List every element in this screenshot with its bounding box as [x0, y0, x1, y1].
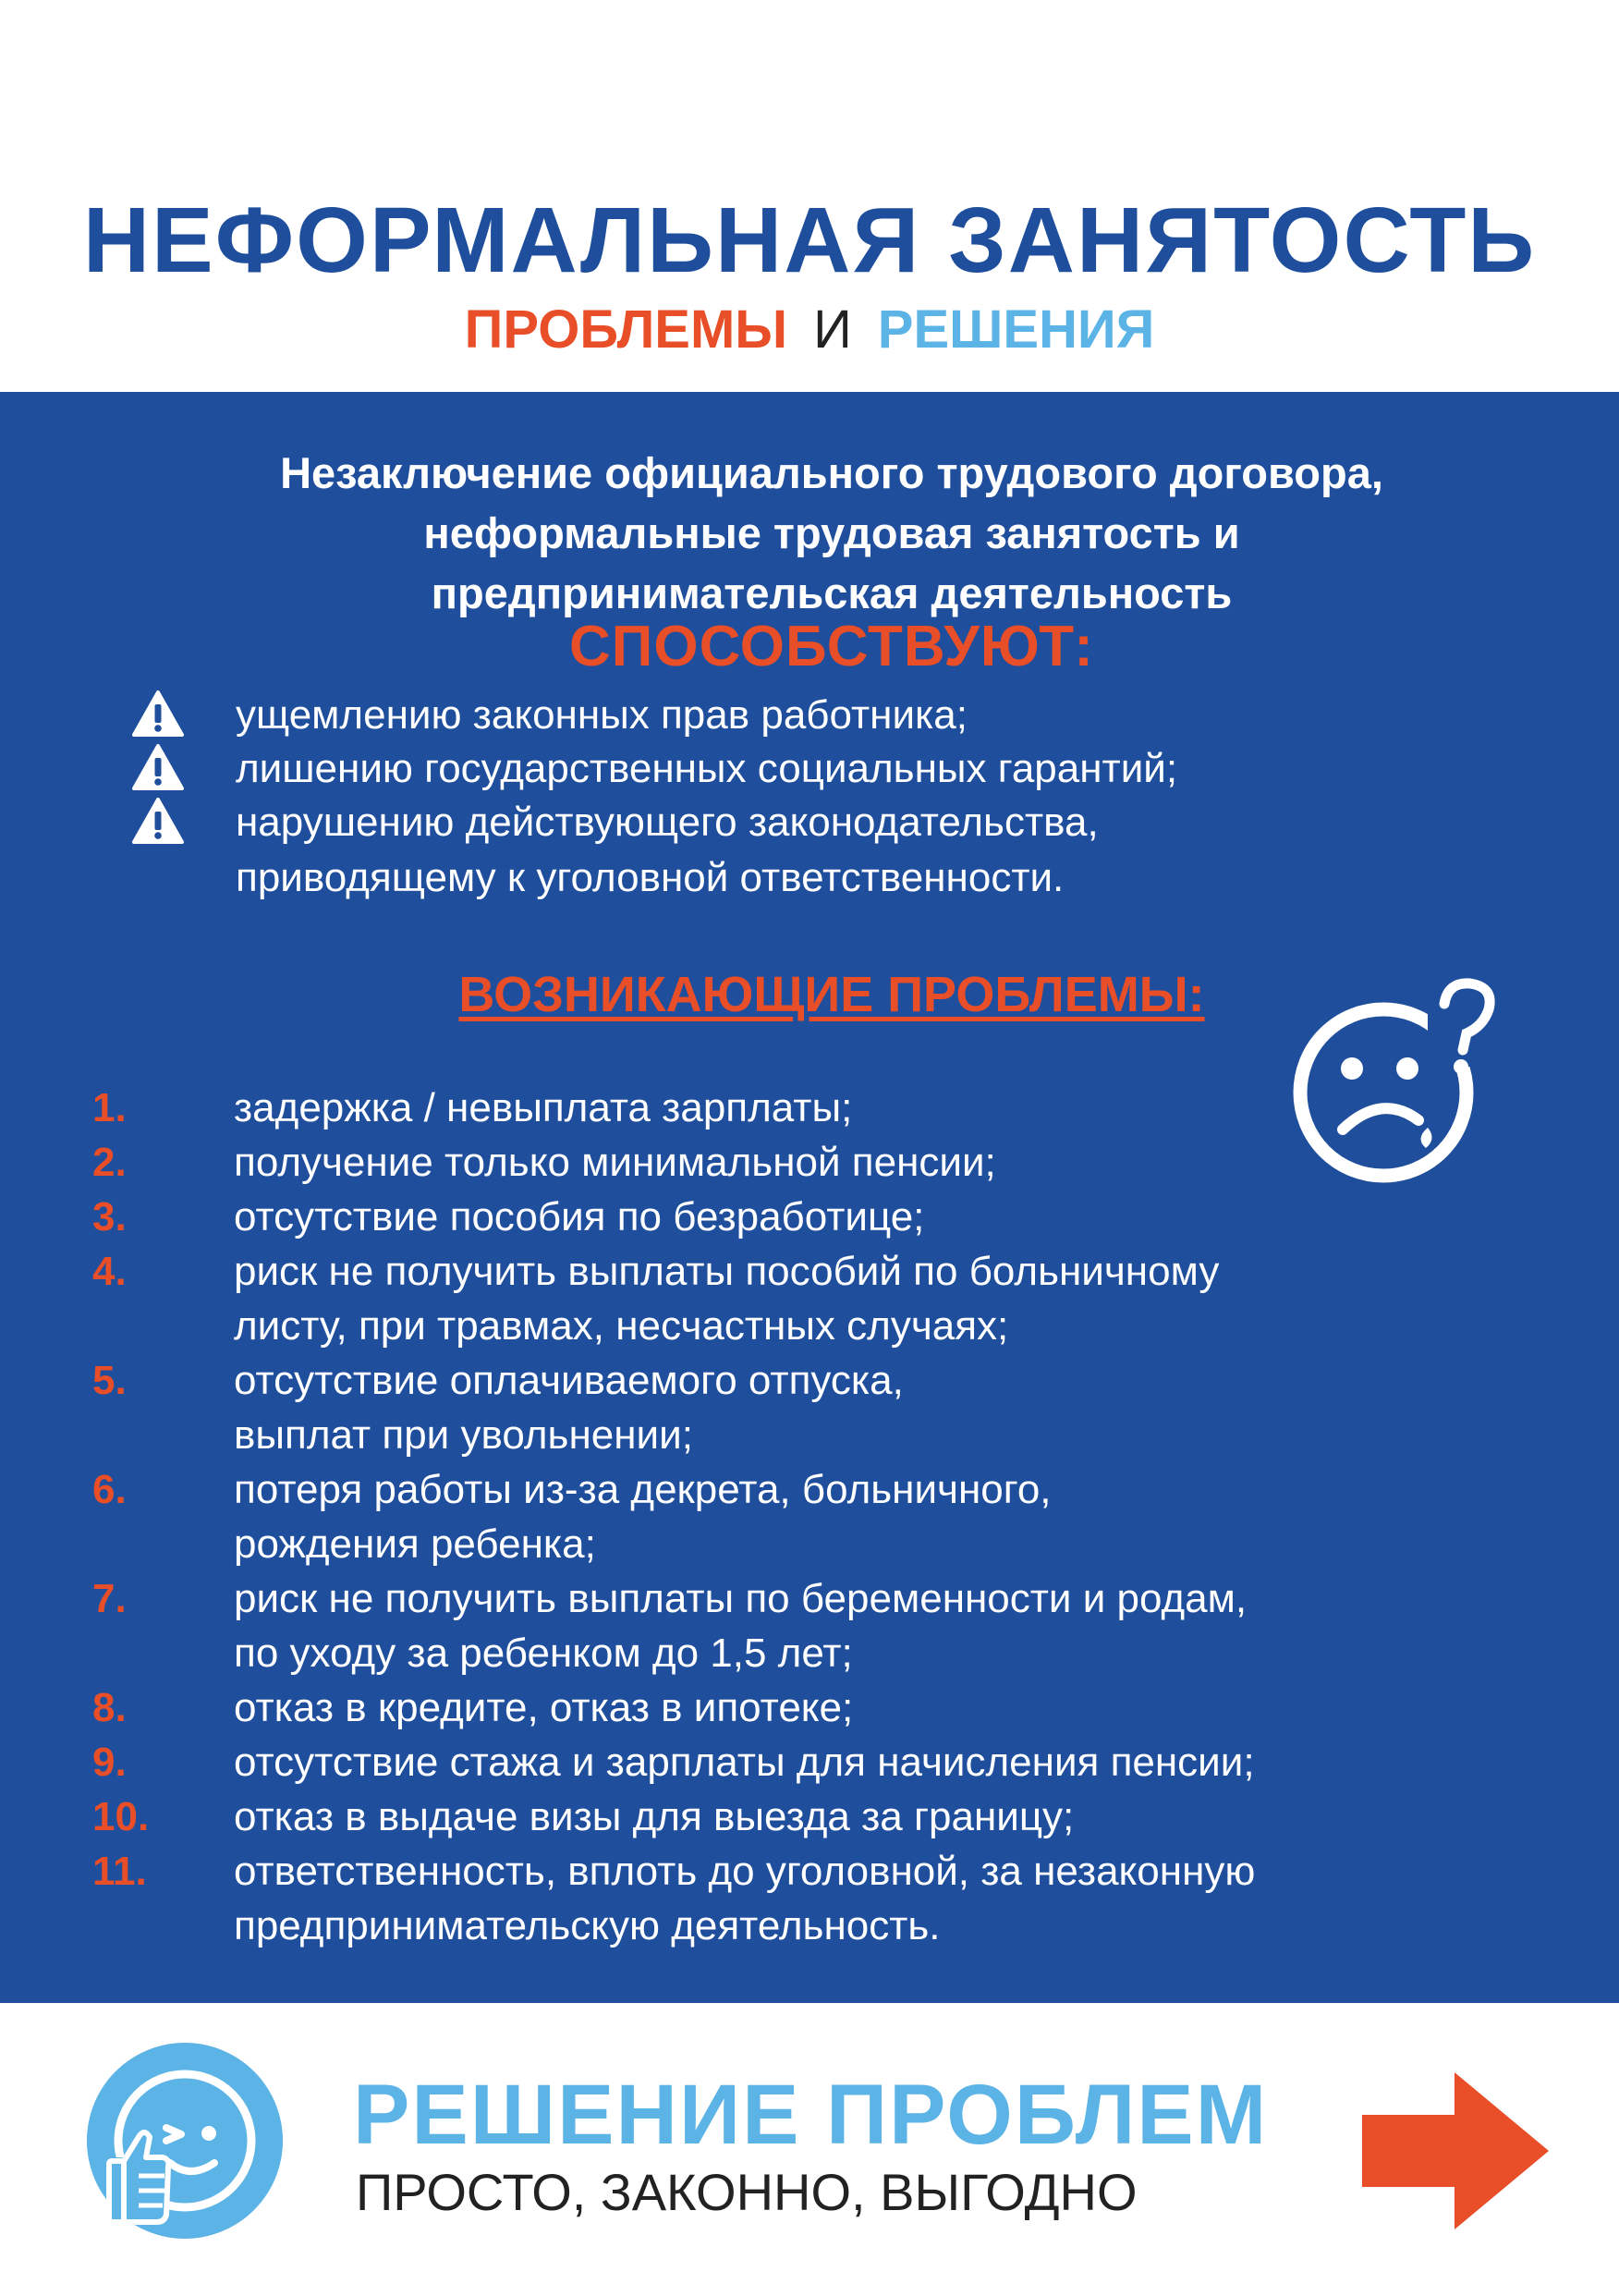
problem-text: отсутствие пособия по безработице; — [234, 1194, 925, 1240]
intro-emphasis: СПОСОБСТВУЮТ: — [569, 615, 1094, 678]
warning-icon — [131, 797, 185, 845]
problem-number: 10. — [92, 1794, 150, 1839]
consequence-text: нарушению действующего законодательства, — [236, 800, 1099, 845]
problem-text: отсутствие оплачиваемого отпуска, — [234, 1358, 904, 1403]
subtitle-solutions: РЕШЕНИЯ — [877, 299, 1155, 360]
problem-text: рождения ребенка; — [234, 1521, 596, 1567]
problem-text: выплат при увольнении; — [234, 1412, 693, 1458]
problem-text: потеря работы из-за декрета, больничного, — [234, 1467, 1052, 1512]
problem-text: ответственность, вплоть до уголовной, за незаконную — [234, 1849, 1256, 1894]
page-title: НЕФОРМАЛЬНАЯ ЗАНЯТОСТЬ — [82, 189, 1537, 292]
problem-number: 3. — [92, 1194, 127, 1240]
footer-subtitle: ПРОСТО, ЗАКОННО, ВЫГОДНО — [356, 2163, 1138, 2221]
consequence-text: ущемлению законных прав работника; — [236, 692, 968, 738]
problem-number: 6. — [92, 1467, 127, 1512]
intro-line: Незаключение официального трудового договора, — [280, 448, 1383, 497]
problem-text: листу, при травмах, несчастных случаях; — [234, 1303, 1009, 1349]
problem-number: 1. — [92, 1085, 127, 1130]
problem-text: риск не получить выплаты пособий по больничному — [234, 1249, 1220, 1294]
problem-text: отсутствие стажа и зарплаты для начисления пенсии; — [234, 1740, 1255, 1785]
subtitle-problems: ПРОБЛЕМЫ — [464, 299, 788, 360]
problem-number: 2. — [92, 1140, 127, 1185]
problem-number: 8. — [92, 1685, 127, 1730]
footer-title: РЕШЕНИЕ ПРОБЛЕМ — [353, 2068, 1269, 2162]
problem-number: 4. — [92, 1249, 127, 1294]
warning-icon — [131, 743, 185, 791]
problem-number: 11. — [92, 1849, 147, 1894]
arrow-right-icon — [1358, 2069, 1552, 2233]
intro-text — [92, 443, 1571, 623]
problem-text: отказ в выдаче визы для выезда за границу; — [234, 1794, 1075, 1839]
problem-text: задержка / невыплата зарплаты; — [234, 1085, 853, 1130]
intro-line: неформальные трудовая занятость и — [423, 508, 1240, 557]
problem-number: 7. — [92, 1576, 127, 1621]
problem-text: предпринимательскую деятельность. — [234, 1903, 941, 1948]
problem-text: по уходу за ребенком до 1,5 лет; — [234, 1630, 853, 1676]
sad-face-icon — [1289, 965, 1511, 1187]
consequence-text: лишению государственных социальных гарантий; — [236, 746, 1178, 791]
problem-text: получение только минимальной пенсии; — [234, 1140, 996, 1185]
thumbs-up-wink-icon — [85, 2041, 285, 2241]
page-subtitle — [0, 299, 1619, 360]
subtitle-and: И — [813, 299, 852, 360]
problem-number: 9. — [92, 1740, 127, 1785]
info-panel — [0, 392, 1619, 2003]
problem-text: отказ в кредите, отказ в ипотеке; — [234, 1685, 854, 1730]
problems-heading: ВОЗНИКАЮЩИЕ ПРОБЛЕМЫ: — [458, 967, 1205, 1022]
problem-number: 5. — [92, 1358, 127, 1403]
intro-line: предпринимательская деятельность — [431, 568, 1233, 617]
warning-icon — [131, 690, 185, 738]
problem-text: риск не получить выплаты по беременности и родам, — [234, 1576, 1248, 1621]
consequence-text: приводящему к уголовной ответственности. — [236, 855, 1065, 900]
